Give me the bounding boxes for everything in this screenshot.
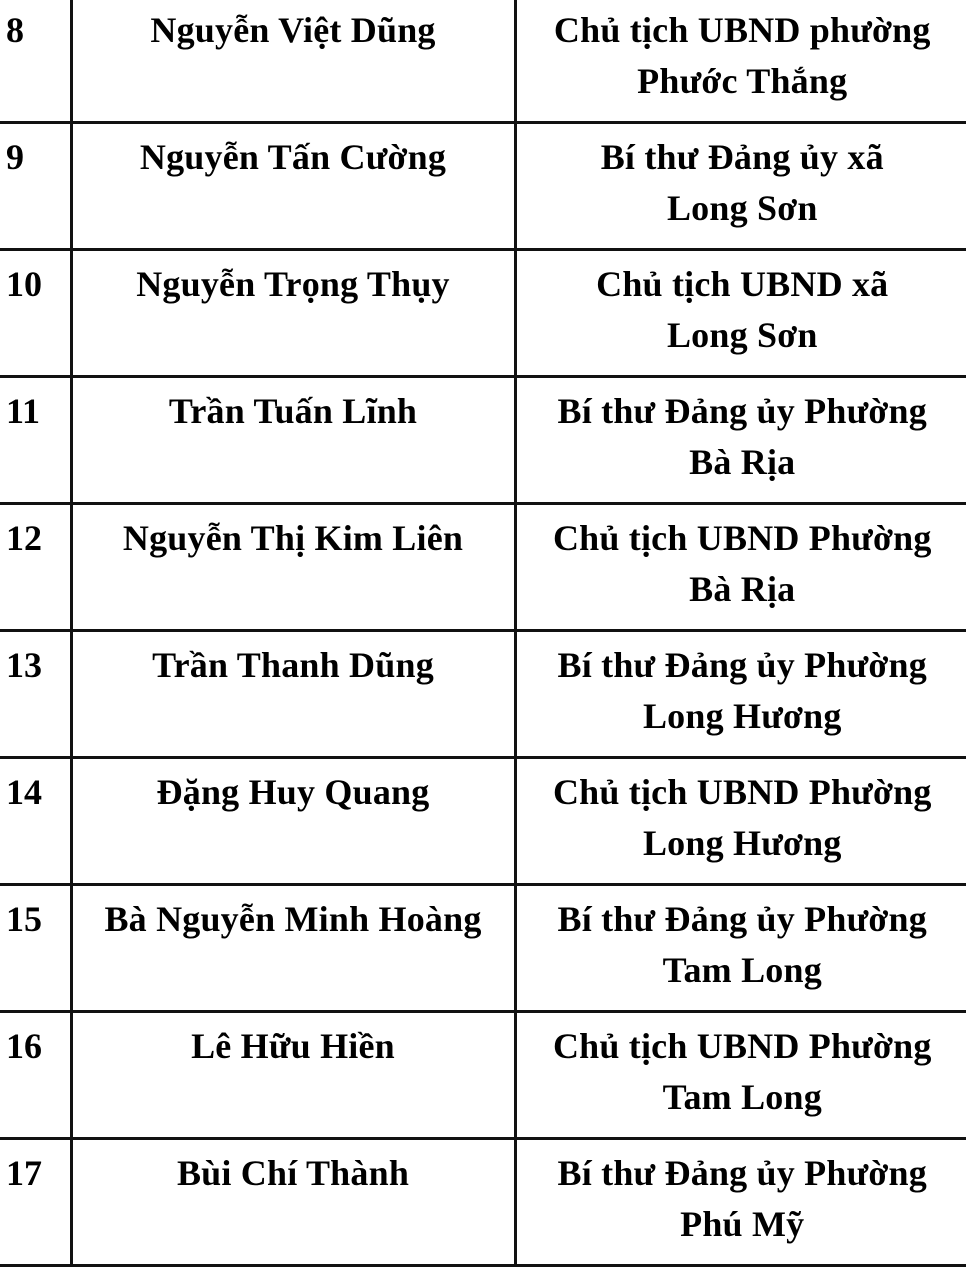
position-title-line1: Chủ tịch UBND Phường: [552, 772, 932, 812]
position-title-line2: Long Hương: [642, 823, 842, 863]
person-name: Trần Tuấn Lĩnh: [71, 377, 515, 504]
position-title-line2: Long Sơn: [666, 315, 818, 355]
person-name: Đặng Huy Quang: [71, 758, 515, 885]
position-title-line1: Bí thư Đảng ủy Phường: [557, 391, 927, 431]
position-title-line2: Bà Rịa: [689, 442, 796, 482]
table-row: [0, 504, 966, 631]
row-number: 9: [0, 123, 71, 250]
table-row: [0, 758, 966, 885]
table-row: [0, 631, 966, 758]
position-title-line1: Chủ tịch UBND Phường: [552, 1026, 932, 1066]
row-number: 10: [0, 250, 71, 377]
row-number: 17: [0, 1139, 71, 1266]
position-title: [515, 885, 966, 1012]
table-row: [0, 250, 966, 377]
position-title-line2: Tam Long: [662, 1077, 822, 1117]
row-number: 16: [0, 1012, 71, 1139]
position-title: [515, 250, 966, 377]
position-title-line2: Long Sơn: [666, 188, 818, 228]
position-title-line1: Chủ tịch UBND xã: [596, 264, 889, 304]
person-name: Nguyễn Trọng Thụy: [71, 250, 515, 377]
person-name: Bùi Chí Thành: [71, 1139, 515, 1266]
person-name: Trần Thanh Dũng: [71, 631, 515, 758]
position-title-line1: Bí thư Đảng ủy Phường: [557, 645, 927, 685]
row-number: 8: [0, 0, 71, 123]
person-name: Nguyễn Thị Kim Liên: [71, 504, 515, 631]
position-title: [515, 0, 966, 123]
row-number: 14: [0, 758, 71, 885]
position-title-line2: Tam Long: [662, 950, 822, 990]
table-row: [0, 885, 966, 1012]
row-number: 11: [0, 377, 71, 504]
row-number: 15: [0, 885, 71, 1012]
table-row: [0, 1139, 966, 1266]
table-row: [0, 1012, 966, 1139]
person-name: Bà Nguyễn Minh Hoàng: [71, 885, 515, 1012]
person-name: Nguyễn Việt Dũng: [71, 0, 515, 123]
row-number: 12: [0, 504, 71, 631]
person-name: Lê Hữu Hiền: [71, 1012, 515, 1139]
position-title-line1: Chủ tịch UBND Phường: [552, 518, 932, 558]
position-title-line2: Long Hương: [642, 696, 842, 736]
position-title: [515, 758, 966, 885]
position-title: [515, 123, 966, 250]
table-row: [0, 377, 966, 504]
position-title-line1: Bí thư Đảng ủy Phường: [557, 1153, 927, 1193]
person-name: Nguyễn Tấn Cường: [71, 123, 515, 250]
position-title-line2: Phú Mỹ: [680, 1204, 805, 1244]
position-title: [515, 1139, 966, 1266]
position-title-line1: Bí thư Đảng ủy Phường: [557, 899, 927, 939]
table-row: [0, 123, 966, 250]
position-title-line2: Phước Thắng: [637, 61, 848, 101]
position-title: [515, 377, 966, 504]
row-number: 13: [0, 631, 71, 758]
position-title-line1: Bí thư Đảng ủy xã: [600, 137, 884, 177]
position-title-line2: Bà Rịa: [689, 569, 796, 609]
position-title-line1: Chủ tịch UBND phường: [553, 10, 931, 50]
position-title: [515, 504, 966, 631]
position-title: [515, 1012, 966, 1139]
table-row: [0, 0, 966, 123]
position-title: [515, 631, 966, 758]
